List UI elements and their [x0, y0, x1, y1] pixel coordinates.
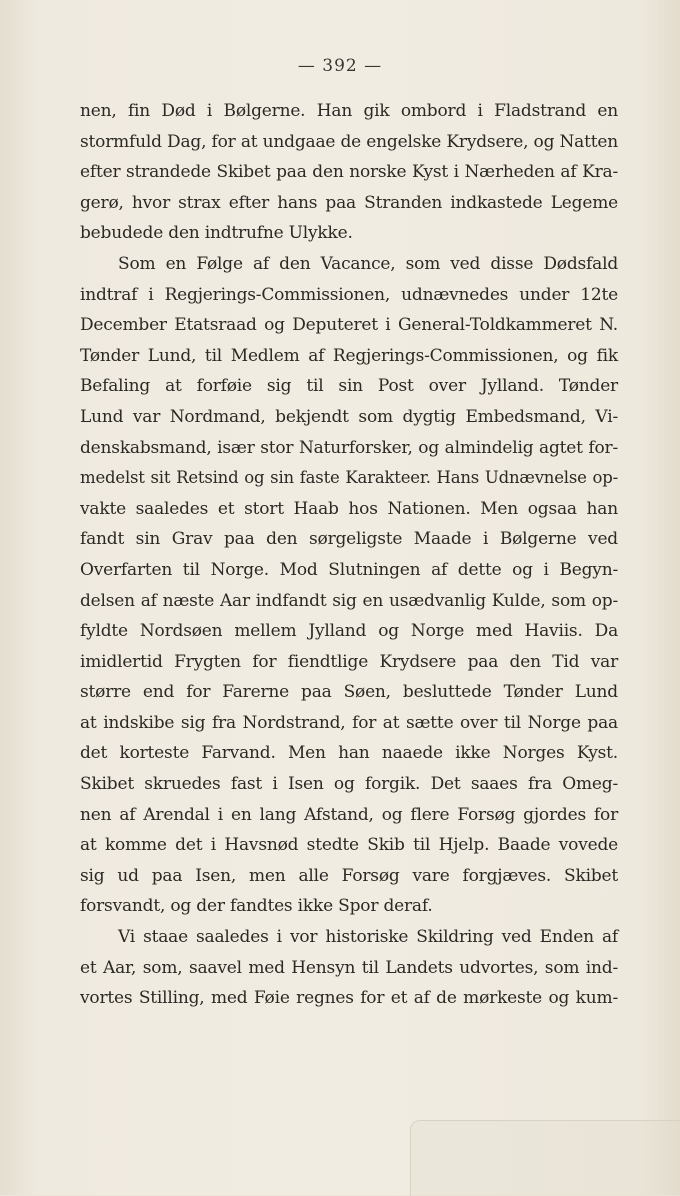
- text-line: Som en Følge af den Vacance, som ved disse Dødsfald: [118, 253, 618, 274]
- text-line: gerø, hvor strax efter hans paa Stranden indkastede Legeme: [80, 192, 618, 213]
- text-line: at komme det i Havsnød stedte Skib til Hjelp. Baade vovede: [80, 835, 618, 856]
- text-line: efter strandede Skibet paa den norske Kyst i Nærheden af Kra-: [80, 162, 618, 183]
- text-line: Vi staae saaledes i vor historiske Skildring ved Enden af: [118, 927, 618, 948]
- text-line: denskabsmand, især stor Naturforsker, og almindelig agtet for-: [80, 437, 618, 458]
- text-line: Lund var Nordmand, bekjendt som dygtig Embedsmand, Vi-: [80, 406, 618, 427]
- body-text: [80, 96, 618, 1014]
- text-line: medelst sit Retsind og sin faste Karakteer. Hans Udnævnelse op-: [80, 468, 618, 488]
- text-line: vakte saaledes et stort Haab hos Nationen. Men ogsaa han: [80, 498, 618, 519]
- text-line: fyldte Nordsøen mellem Jylland og Norge med Haviis. Da: [80, 621, 618, 642]
- text-line: bebudede den indtrufne Ulykke.: [80, 223, 353, 244]
- text-line: større end for Farerne paa Søen, besluttede Tønder Lund: [80, 682, 618, 703]
- text-line: delsen af næste Aar indfandt sig en usædvanlig Kulde, som op-: [80, 590, 618, 611]
- text-line: vortes Stilling, med Føie regnes for et af de mørkeste og kum-: [80, 988, 618, 1009]
- text-line: Skibet skruedes fast i Isen og forgik. Det saaes fra Omeg-: [80, 774, 618, 795]
- text-line: et Aar, som, saavel med Hensyn til Landets udvortes, som ind-: [80, 957, 618, 978]
- text-line: fandt sin Grav paa den sørgeligste Maade i Bølgerne ved: [80, 529, 618, 550]
- text-line: stormfuld Dag, for at undgaae de engelske Krydsere, og Natten: [80, 131, 618, 152]
- text-line: det korteste Farvand. Men han naaede ikke Norges Kyst.: [80, 743, 618, 764]
- text-line: nen af Arendal i en lang Afstand, og flere Forsøg gjordes for: [80, 804, 618, 825]
- text-line: Befaling at forføie sig til sin Post over Jylland. Tønder: [80, 376, 618, 397]
- text-line: sig ud paa Isen, men alle Forsøg vare forgjæves. Skibet: [80, 865, 618, 886]
- page-corner-shadow: [410, 1120, 680, 1196]
- text-line: indtraf i Regjerings-Commissionen, udnævnedes under 12te: [80, 284, 618, 305]
- text-line: nen, fin Død i Bølgerne. Han gik ombord i Fladstrand en: [80, 101, 618, 121]
- text-line: Overfarten til Norge. Mod Slutningen af dette og i Begyn-: [80, 559, 618, 580]
- text-line: at indskibe sig fra Nordstrand, for at sætte over til Norge paa: [80, 712, 618, 733]
- text-line: forsvandt, og der fandtes ikke Spor deraf.: [80, 896, 433, 917]
- text-line: Tønder Lund, til Medlem af Regjerings-Commissionen, og fik: [80, 345, 618, 366]
- text-line: imidlertid Frygten for fiendtlige Krydsere paa den Tid var: [80, 651, 618, 672]
- page-number: — 392 —: [297, 56, 383, 76]
- text-line: December Etatsraad og Deputeret i General-Toldkammeret N.: [80, 315, 618, 336]
